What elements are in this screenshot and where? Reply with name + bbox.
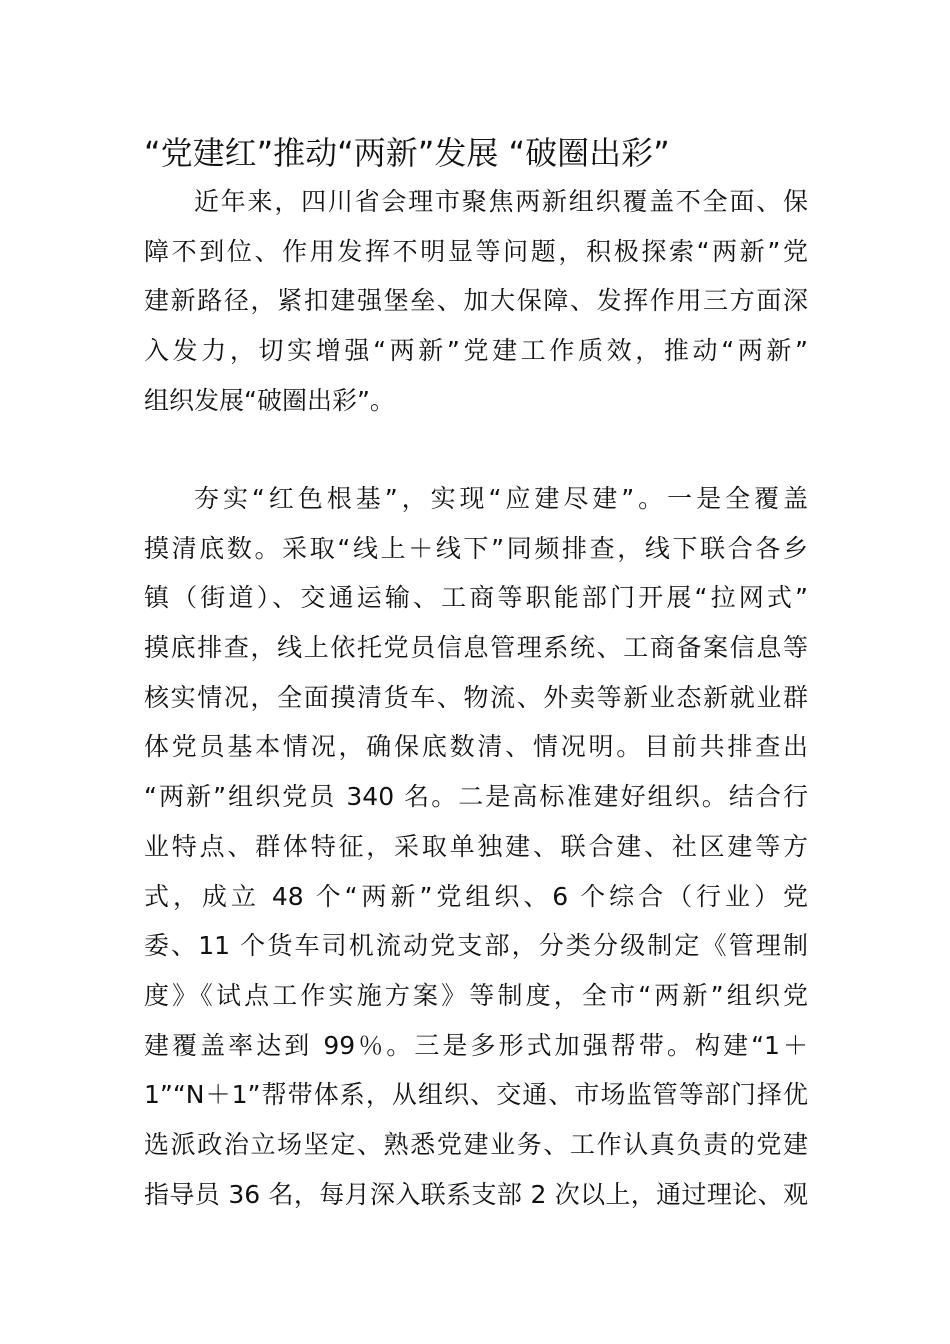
paragraph-line: 建新路径，紧扣建强堡垒、加大保障、发挥作用三方面深 <box>144 286 808 316</box>
paragraph-line: 体党员基本情况，确保底数清、情况明。目前共排查出 <box>144 732 808 762</box>
paragraph-body <box>144 474 808 1219</box>
paragraph-line: 建覆盖率达到 99％。三是多形式加强帮带。构建“1＋ <box>144 1030 808 1060</box>
paragraph-line: 业特点、群体特征，采取单独建、联合建、社区建等方 <box>144 831 808 861</box>
paragraph-line: 组织发展“破圈出彩”。 <box>144 385 395 415</box>
paragraph-line: 核实情况，全面摸清货车、物流、外卖等新业态新就业群 <box>144 682 808 712</box>
paragraph-line: 式，成立 48 个“两新”党组织、6 个综合（行业）党 <box>144 881 808 911</box>
document-title: “党建红”推动“两新”发展 “破圈出彩” <box>144 134 670 172</box>
paragraph-line: 委、11 个货车司机流动党支部，分类分级制定《管理制 <box>144 931 808 961</box>
paragraph-line: 镇（街道）、交通运输、工商等职能部门开展“拉网式” <box>144 583 808 613</box>
paragraph-line: “两新”组织党员 340 名。二是高标准建好组织。结合行 <box>144 782 808 812</box>
paragraph-line: 摸清底数。采取“线上＋线下”同频排查，线下联合各乡 <box>144 533 808 563</box>
paragraph-line: 夯实“红色根基”，实现“应建尽建”。一是全覆盖 <box>194 484 808 513</box>
paragraph-intro <box>144 177 808 425</box>
paragraph-line: 指导员 36 名，每月深入联系支部 2 次以上，通过理论、观 <box>144 1179 808 1209</box>
paragraph-line: 摸底排查，线上依托党员信息管理系统、工商备案信息等 <box>144 633 808 663</box>
paragraph-line: 障不到位、作用发挥不明显等问题，积极探索“两新”党 <box>144 236 808 266</box>
paragraph-line: 选派政治立场坚定、熟悉党建业务、工作认真负责的党建 <box>144 1129 808 1159</box>
paragraph-line: 度》《试点工作实施方案》等制度，全市“两新”组织党 <box>144 980 808 1010</box>
paragraph-line: 入发力，切实增强“两新”党建工作质效，推动“两新” <box>144 336 808 366</box>
paragraph-line: 1”“N＋1”帮带体系，从组织、交通、市场监管等部门择优 <box>144 1080 808 1110</box>
paragraph-line: 近年来，四川省会理市聚焦两新组织覆盖不全面、保 <box>194 187 808 216</box>
